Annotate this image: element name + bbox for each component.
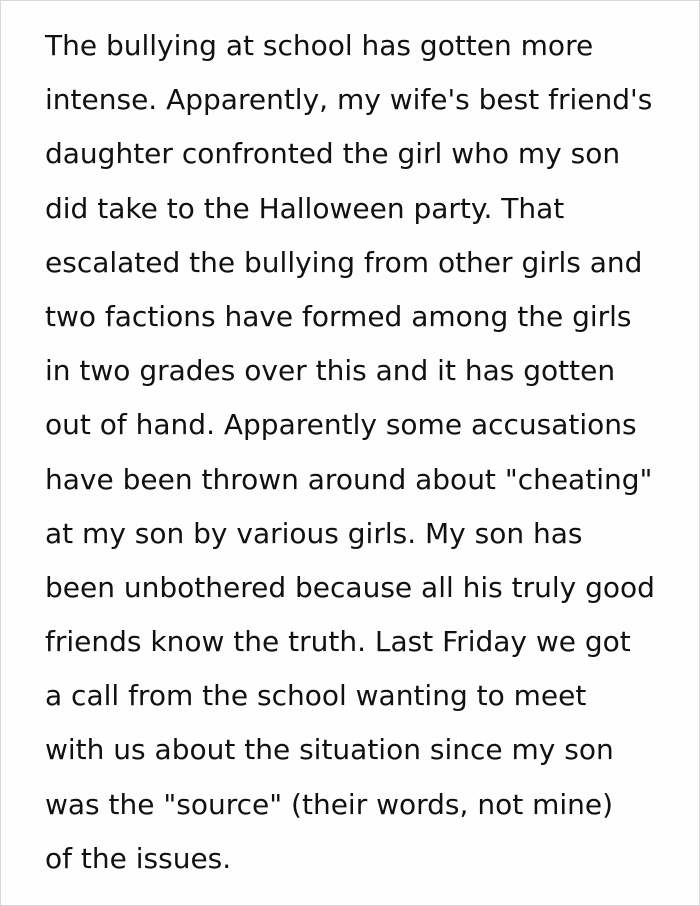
text-line: two factions have formed among the girls (45, 299, 632, 333)
text-line: a call from the school wanting to meet (45, 679, 587, 713)
text-line: at my son by various girls. My son has (45, 516, 583, 550)
text-line: out of hand. Apparently some accusations (45, 408, 637, 442)
text-line: been unbothered because all his truly good (45, 570, 655, 604)
text-line: friends know the truth. Last Friday we got (45, 625, 631, 659)
text-line: intense. Apparently, my wife's best friend's (45, 83, 653, 117)
text-line: escalated the bullying from other girls and (45, 245, 643, 279)
text-line: of the issues. (45, 841, 232, 875)
text-line: daughter confronted the girl who my son (45, 137, 621, 171)
text-line: did take to the Halloween party. That (45, 191, 565, 225)
text-line: The bullying at school has gotten more (45, 29, 594, 62)
text-line: was the "source" (their words, not mine) (45, 787, 614, 821)
post-body-text (45, 19, 685, 886)
text-line: have been thrown around about "cheating" (45, 462, 653, 496)
text-line: with us about the situation since my son (45, 733, 614, 767)
text-line: in two grades over this and it has gotten (45, 354, 616, 388)
